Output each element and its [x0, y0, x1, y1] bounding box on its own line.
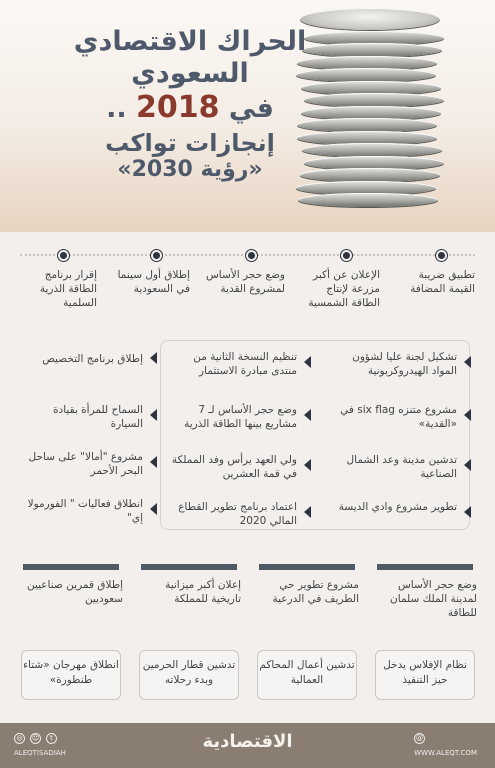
bar-divider — [377, 564, 473, 570]
middle-item: مشروع "أمالا" على ساحل البحر الأحمر — [28, 451, 143, 478]
coin-stack-image — [300, 8, 450, 218]
hero-banner — [0, 0, 495, 232]
bottom-pill: انطلاق مهرجان «شتاء طنطورة» — [21, 650, 121, 700]
chevron-left-icon — [304, 459, 311, 471]
chevron-left-icon — [464, 506, 471, 518]
footer — [0, 723, 495, 768]
middle-item: تشكيل لجنة عليا لشؤون المواد الهيدروكربونية — [352, 351, 457, 378]
chevron-left-icon — [150, 503, 157, 515]
bottom-card-text: وضع حجر الأساس لمدينة الملك سلمان للطاقة — [390, 579, 477, 620]
timeline-item — [15, 250, 97, 320]
chevron-left-icon — [304, 409, 311, 421]
chevron-left-icon — [150, 409, 157, 421]
headline-prefix: في — [228, 92, 274, 124]
chevron-left-icon — [304, 506, 311, 518]
timeline-item-text: تطبيق ضريبة القيمة المضافة — [410, 269, 475, 296]
timeline-dot-icon — [246, 250, 257, 261]
timeline-item — [298, 250, 380, 320]
headline-line-1: الحراك الاقتصادي — [73, 26, 307, 57]
chevron-left-icon — [150, 352, 157, 364]
middle-item: تطوير مشروع وادي الديسة — [338, 501, 457, 513]
footer-handle[interactable]: ALEQTISADIAH — [14, 749, 66, 757]
timeline-dot-icon — [151, 250, 162, 261]
middle-item: مشروع متنزه six flag في «القدية» — [340, 404, 457, 431]
chevron-left-icon — [150, 456, 157, 468]
bottom-card-text: مشروع تطوير حي الطريف في الدرعية — [272, 579, 359, 606]
headline-year: 2018 — [136, 89, 220, 125]
chevron-left-icon — [464, 409, 471, 421]
coin-image — [300, 168, 440, 182]
timeline-dot-icon — [436, 250, 447, 261]
bottom-card-text: إعلان أكبر ميزانية تاريخية للمملكة — [165, 579, 241, 606]
bottom-pill: نظام الإفلاس يدخل حيز التنفيذ — [375, 650, 475, 700]
headline-line-5: «رؤية 2030» — [117, 157, 263, 183]
bottom-pill: تدشين قطار الحرمين وبدء رحلاته — [139, 650, 239, 700]
bottom-pill: تدشين أعمال المحاكم العمالية — [257, 650, 357, 700]
coin-image — [302, 143, 442, 157]
headline-line-2: السعودي — [131, 57, 249, 89]
timeline-dot-icon — [341, 250, 352, 261]
headline-line-3 — [70, 90, 310, 125]
middle-item: ولي العهد يرأس وفد المملكة في قمة العشرين — [171, 454, 297, 481]
middle-item: إطلاق برنامج التخصيص — [42, 353, 143, 365]
timeline-dot-icon — [58, 250, 69, 261]
coin-image — [298, 193, 438, 207]
coin-image — [302, 43, 442, 57]
coin-image — [296, 68, 436, 82]
middle-item: تنظيم النسخة الثانية من منتدى مبادرة الاستثمار — [193, 351, 297, 378]
chevron-left-icon — [304, 356, 311, 368]
timeline-item-text: إطلاق أول سينما في السعودية — [117, 269, 190, 296]
timeline-item-text: وضع حجر الأساس لمشروع القدية — [205, 269, 285, 296]
instagram-icon[interactable]: ◎ — [14, 733, 25, 744]
bar-divider — [141, 564, 237, 570]
timeline-item — [108, 250, 190, 320]
middle-item: انطلاق فعاليات " الفورمولا إي" — [27, 498, 143, 525]
bar-divider — [259, 564, 355, 570]
brand-logo: الاقتصادية — [202, 731, 293, 752]
middle-item: تدشين مدينة وعد الشمال الصناعية — [346, 454, 457, 481]
middle-item: وضع حجر الأساس لـ 7 مشاريع بينها الطاقة الذرية — [184, 404, 297, 431]
chevron-left-icon — [464, 459, 471, 471]
footer-url[interactable]: WWW.ALEQT.COM — [414, 749, 477, 757]
snapchat-icon[interactable]: ☺ — [31, 734, 40, 742]
headline — [70, 26, 310, 183]
headline-suffix: .. — [106, 92, 127, 124]
middle-item: السماح للمرأة بقيادة السيارة — [53, 404, 143, 431]
bottom-card-text: إطلاق قمرين صناعيين سعوديين — [26, 579, 123, 606]
coin-image — [300, 8, 440, 30]
timeline-item — [393, 250, 475, 320]
timeline-item — [203, 250, 285, 320]
headline-line-4: إنجازات تواكب — [105, 129, 275, 158]
chevron-left-icon — [464, 356, 471, 368]
timeline-item-text: الإعلان عن أكبر مزرعة لإنتاج الطاقة الشمسية — [308, 269, 380, 310]
bar-divider — [23, 564, 119, 570]
coin-image — [297, 118, 437, 132]
timeline-item-text: إقرار برنامج الطاقة الذرية السلمية — [39, 269, 97, 310]
globe-icon: @ — [416, 734, 423, 742]
coin-image — [304, 93, 444, 107]
twitter-icon[interactable]: t — [46, 733, 57, 744]
middle-item: اعتماد برنامج تطوير القطاع المالي 2020 — [178, 501, 297, 528]
